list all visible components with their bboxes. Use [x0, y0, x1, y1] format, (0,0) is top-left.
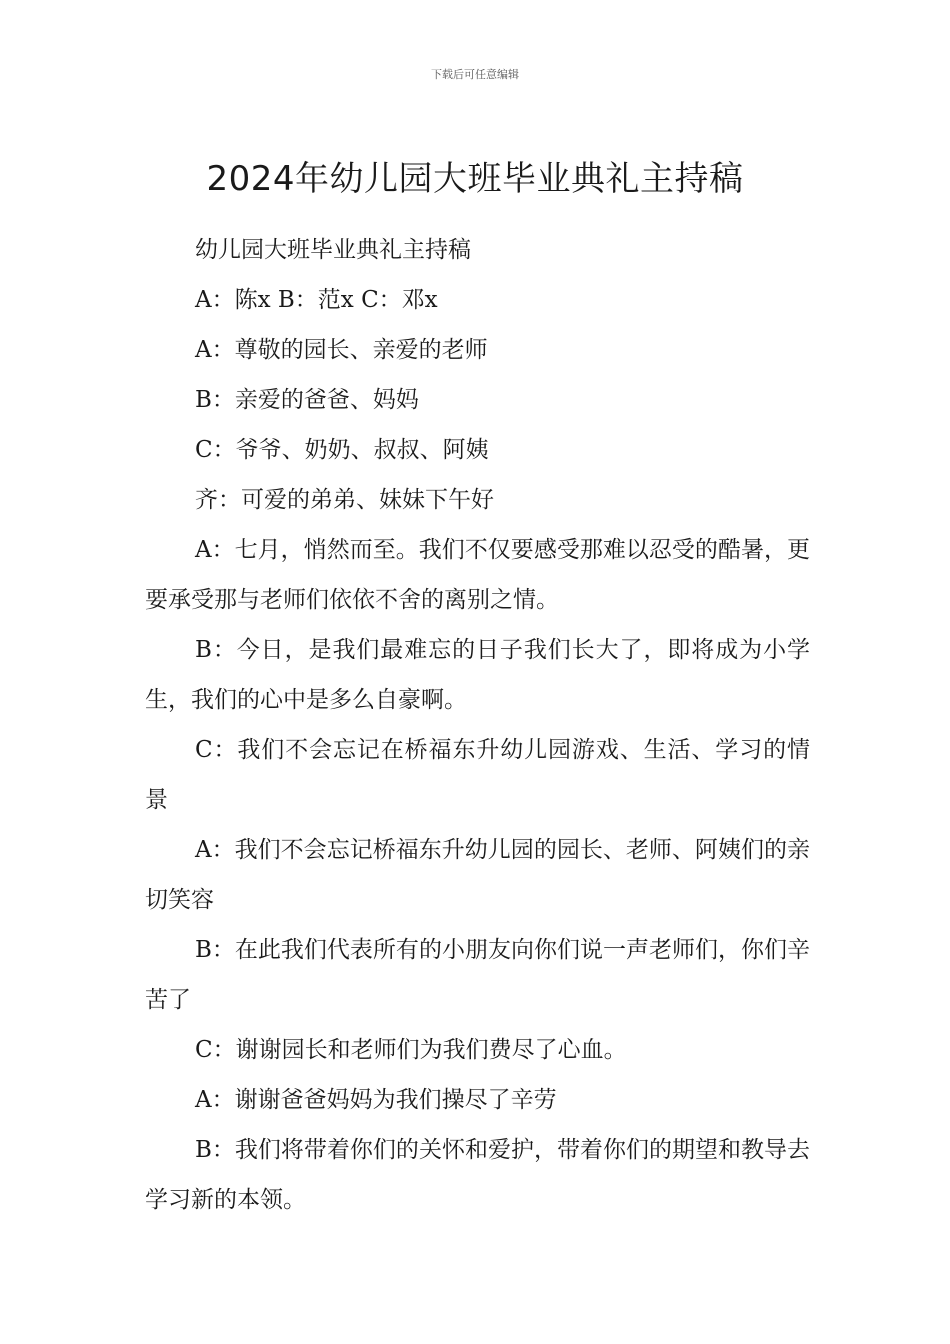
paragraph: C：谢谢园长和老师们为我们费尽了心血。: [195, 1037, 627, 1063]
document-title: 2024年幼儿园大班毕业典礼主持稿: [206, 158, 744, 199]
header-note: 下载后可任意编辑: [431, 68, 519, 81]
paragraph: C：我们不会忘记在桥福东升幼儿园游戏、生活、学习的情景: [145, 737, 810, 813]
paragraph: B：今日，是我们最难忘的日子我们长大了，即将成为小学生，我们的心中是多么自豪啊。: [145, 637, 810, 713]
paragraph: C：爷爷、奶奶、叔叔、阿姨: [195, 437, 489, 463]
paragraph: 幼儿园大班毕业典礼主持稿: [195, 237, 471, 263]
paragraph: B：在此我们代表所有的小朋友向你们说一声老师们，你们辛苦了: [145, 937, 810, 1013]
paragraph: A：我们不会忘记桥福东升幼儿园的园长、老师、阿姨们的亲切笑容: [145, 837, 810, 913]
paragraph: 齐：可爱的弟弟、妹妹下午好: [195, 487, 494, 513]
paragraph: B：亲爱的爸爸、妈妈: [195, 387, 419, 413]
document-body: [145, 225, 810, 1225]
paragraph: A：七月，悄然而至。我们不仅要感受那难以忍受的酷暑，更要承受那与老师们依依不舍的离别之情。: [145, 537, 810, 613]
paragraph: A：尊敬的园长、亲爱的老师: [195, 337, 488, 363]
paragraph: B：我们将带着你们的关怀和爱护，带着你们的期望和教导去学习新的本领。: [145, 1137, 810, 1213]
paragraph: A：陈x B：范x C：邓x: [195, 287, 438, 313]
paragraph: A：谢谢爸爸妈妈为我们操尽了辛劳: [195, 1087, 557, 1113]
